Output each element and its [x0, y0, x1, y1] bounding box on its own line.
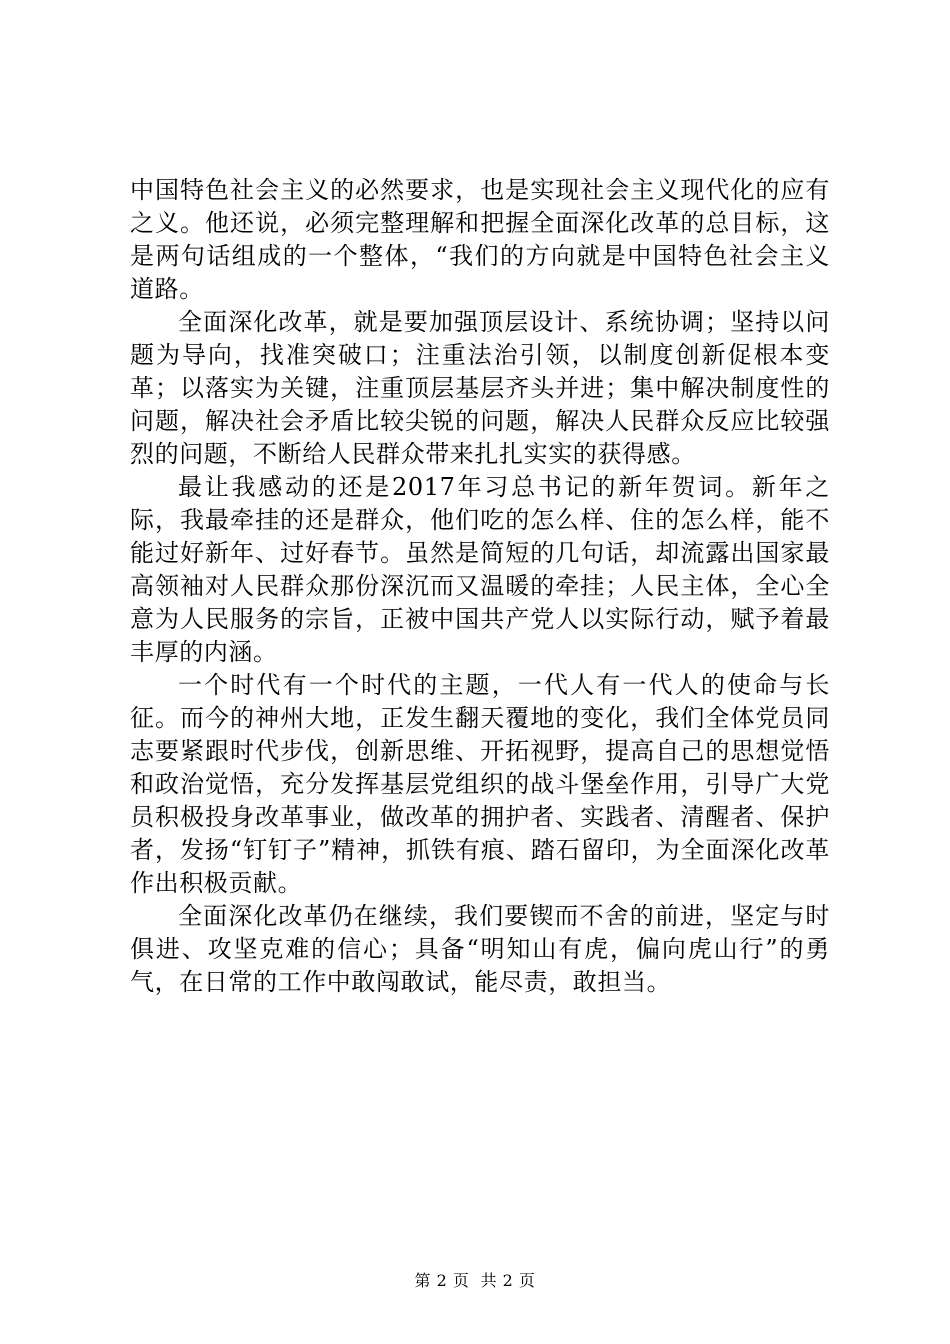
paragraph-era-theme: 一个时代有一个时代的主题，一代人有一代人的使命与长征。而今的神州大地，正发生翻天覆地的变化，我们全体党员同志要紧跟时代步伐，创新思维、开拓视野，提高自己的思想觉悟和政治觉悟，充分发挥基层党组织的战斗堡垒作用，引导广大党员积极投身改革事业，做改革的拥护者、实践者、清醒者、保护者，发扬“钉钉子”精神，抓铁有痕、踏石留印，为全面深化改革作出积极贡献。 — [130, 671, 830, 897]
paragraph-conclusion: 全面深化改革仍在继续，我们要锲而不舍的前进，坚定与时俱进、攻坚克难的信心；具备“明知山有虎，偏向虎山行”的勇气，在日常的工作中敢闯敢试，能尽责，敢担当。 — [130, 902, 830, 996]
paragraph-reform-design: 全面深化改革，就是要加强顶层设计、系统协调；坚持以问题为导向，找准突破口；注重法治引领，以制度创新促根本变革；以落实为关键，注重顶层基层齐头并进；集中解决制度性的问题，解决社会矛盾比较尖锐的问题，解决人民群众反应比较强烈的问题，不断给人民群众带来扎扎实实的获得感。 — [130, 308, 830, 468]
paragraph-continuation: 中国特色社会主义的必然要求，也是实现社会主义现代化的应有之义。他还说，必须完整理解和把握全面深化改革的总目标，这是两句话组成的一个整体，“我们的方向就是中国特色社会主义道路。 — [130, 176, 830, 303]
page-number-label: 第 2 页 共 2 页 — [414, 1271, 536, 1290]
document-body — [130, 174, 830, 999]
paragraph-new-year-speech: 最让我感动的还是2017年习总书记的新年贺词。新年之际，我最牵挂的还是群众，他们吃的怎么样、住的怎么样，能不能过好新年、过好春节。虽然是简短的几句话，却流露出国家最高领袖对人民群众那份深沉而又温暖的牵挂；人民主体，全心全意为人民服务的宗旨，正被中国共产党人以实际行动，赋予着最丰厚的内涵。 — [130, 473, 830, 666]
page-footer — [0, 1271, 950, 1291]
